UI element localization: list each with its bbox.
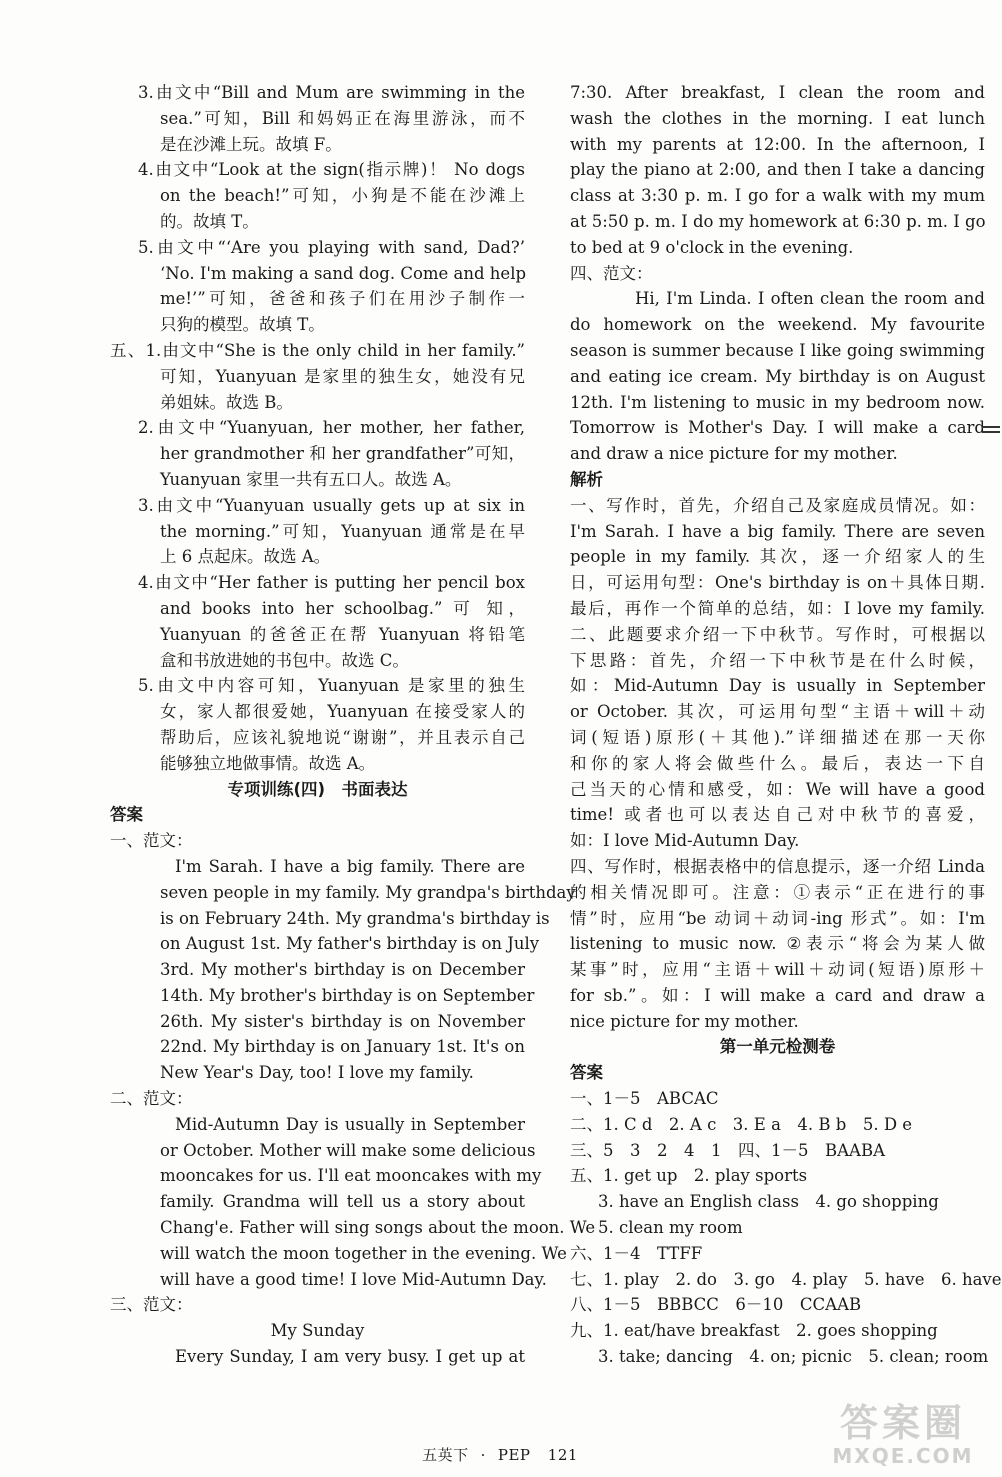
text-line: 7:30. After breakfast, I clean the room and xyxy=(570,83,985,102)
text-line: me!’”可知，爸爸和孩子们在用沙子制作一 xyxy=(160,289,525,309)
text-line: listening to music now. ②表示“将会为某人做 xyxy=(570,934,985,954)
text-line: 5. clean my room xyxy=(598,1218,743,1238)
text-line: I'm Sarah. I have a big family. There are seven xyxy=(570,521,985,541)
text-line: time! 或者也可以表达自己对中秋节的喜爱， xyxy=(570,805,985,825)
text-line: 三、范文： xyxy=(110,1295,193,1315)
text-line: 最后，再作一个简单的总结，如：I love my family. xyxy=(570,598,985,618)
footer-edition: PEP xyxy=(497,1446,531,1464)
text-line: 词(短语)原形(＋其他).”详细描述在那一天你 xyxy=(570,727,985,747)
text-line: 4.由文中“Her father is putting her pencil box xyxy=(138,573,525,593)
text-line: 盒和书放进她的书包中。故选 C。 xyxy=(160,650,409,670)
text-line: 六、1－4 TTFF xyxy=(570,1243,703,1263)
text-line: 四、范文： xyxy=(570,263,653,283)
text-line: and draw a nice picture for my mother. xyxy=(570,444,898,464)
right-column xyxy=(570,80,1002,1370)
text-line: 5.由文中“‘Are you playing with sand, Dad?’ xyxy=(138,237,525,257)
text-line: will have a good time! I love Mid-Autumn Day. xyxy=(160,1269,547,1289)
text-line: seven people in my family. My grandpa's birthday xyxy=(160,882,576,902)
text-line: 14th. My brother's birthday is on September xyxy=(160,985,535,1005)
text-line: 2.由文中“Yuanyuan, her mother, her father, xyxy=(138,418,525,438)
text-line: 日，可运用句型：One's birthday is on＋具体日期. xyxy=(570,573,985,593)
text-line: at 5:50 p. m. I do my homework at 6:30 p. m. I go xyxy=(570,211,986,231)
text-line: is on February 24th. My grandma's birthday is xyxy=(160,908,550,928)
text-line: her grandmother 和 her grandfather”可知， xyxy=(160,444,525,464)
page-number: 121 xyxy=(547,1446,578,1464)
text-line: 可知，Yuanyuan 是家里的独生女，她没有兄 xyxy=(160,366,525,386)
text-line: 下思路：首先，介绍一下中秋节是在什么时候， xyxy=(570,650,985,670)
text-line: 3rd. My mother's birthday is on December xyxy=(160,960,525,980)
text-line: 解析 xyxy=(570,469,603,489)
text-line: 八、1－5 BBBCC 6－10 CCAAB xyxy=(570,1295,862,1315)
text-line: 22nd. My birthday is on January 1st. It's on xyxy=(160,1037,525,1057)
text-line: My Sunday xyxy=(270,1321,365,1341)
text-line: to bed at 9 o'clock in the evening. xyxy=(570,237,854,257)
text-line: 26th. My sister's birthday is on November xyxy=(160,1011,525,1031)
text-line: 四、写作时，根据表格中的信息提示，逐一介绍 Linda xyxy=(570,856,985,876)
text-line: and eating ice cream. My birthday is on August xyxy=(570,366,985,386)
text-line: or October. 其次，可运用句型“主语＋will＋动 xyxy=(570,702,985,722)
text-line: 3. have an English class 4. go shopping xyxy=(598,1192,939,1212)
footer-dot: · xyxy=(480,1446,486,1464)
text-line: 是在沙滩上玩。故填 F。 xyxy=(160,134,342,154)
text-line: Mid-Autumn Day is usually in September xyxy=(175,1114,525,1134)
text-line: Yuanyuan 家里一共有五口人。故选 A。 xyxy=(160,469,462,489)
text-line: 某事”时，应用“主语＋will＋动词(短语)原形＋ xyxy=(570,960,985,980)
edge-mark xyxy=(982,426,1000,433)
text-line: ‘No. I'm making a sand dog. Come and help xyxy=(160,263,527,283)
text-line: 情”时，应用“be 动词＋动词-ing 形式”。如：I'm xyxy=(570,908,985,928)
text-line: 二、此题要求介绍一下中秋节。写作时，可根据以 xyxy=(570,624,985,644)
text-line: the morning.”可知，Yuanyuan 通常是在早 xyxy=(160,521,525,541)
watermark-text: 答案圈 xyxy=(839,1401,966,1445)
text-line: 一、1－5 ABCAC xyxy=(570,1089,719,1109)
text-line: 上 6 点起床。故选 A。 xyxy=(160,547,331,567)
text-line: 九、1. eat/have breakfast 2. goes shopping xyxy=(570,1321,938,1341)
text-line: 4.由文中“Look at the sign(指示牌)！ No dogs xyxy=(138,160,525,180)
text-line: Hi, I'm Linda. I often clean the room and xyxy=(635,289,985,309)
text-line: wash the clothes in the morning. I eat lunch xyxy=(570,108,985,128)
text-line: will watch the moon together in the evening. We xyxy=(160,1243,567,1263)
text-line: Yuanyuan 的爸爸正在帮 Yuanyuan 将铅笔 xyxy=(160,624,525,644)
text-line: 一、范文： xyxy=(110,831,193,851)
text-line: with my parents at 12:00. In the afternoon, I xyxy=(570,134,985,154)
text-line: 答案 xyxy=(110,805,143,825)
footer-book: 五英下 xyxy=(422,1446,469,1464)
text-line: on August 1st. My father's birthday is on July xyxy=(160,934,540,954)
text-line: 的相关情况即可。注意：①表示“正在进行的事 xyxy=(570,882,985,902)
text-line: do homework on the weekend. My favourite xyxy=(570,315,985,335)
text-line: 帮助后，应该礼貌地说“谢谢”，并且表示自己 xyxy=(160,727,525,747)
text-line: Chang'e. Father will sing songs about the moon. We xyxy=(160,1218,596,1238)
text-line: 能够独立地做事情。故选 A。 xyxy=(160,753,376,773)
text-line: 3. take; dancing 4. on; picnic 5. clean; room xyxy=(598,1347,989,1367)
text-line: 二、范文： xyxy=(110,1089,193,1109)
text-line: 己当天的心情和感受，如：We will have a good xyxy=(570,779,985,799)
text-line: 的。故填 T。 xyxy=(160,211,259,231)
text-line: 如：Mid-Autumn Day is usually in September xyxy=(570,676,985,696)
text-line: mooncakes for us. I'll eat mooncakes with my xyxy=(160,1166,542,1186)
text-line: sea.”可知，Bill 和妈妈正在海里游泳，而不 xyxy=(160,108,525,128)
text-line: 3.由文中“Bill and Mum are swimming in the xyxy=(138,83,525,102)
text-line: 3.由文中“Yuanyuan usually gets up at six in xyxy=(138,495,525,515)
text-line: people in my family. 其次，逐一介绍家人的生 xyxy=(570,547,985,567)
text-line: 五、1. get up 2. play sports xyxy=(570,1166,808,1186)
text-line: 第一单元检测卷 xyxy=(719,1037,836,1057)
text-line: on the beach!”可知，小狗是不能在沙滩上 xyxy=(160,186,525,206)
text-line: 答案 xyxy=(570,1063,603,1083)
text-line: 二、1. C d 2. A c 3. E a 4. B b 5. D e xyxy=(570,1114,913,1134)
text-line: 三、5 3 2 4 1 四、1－5 BAABA xyxy=(570,1140,885,1160)
text-line: family. Grandma will tell us a story about xyxy=(160,1192,525,1212)
text-line: nice picture for my mother. xyxy=(570,1011,799,1031)
text-line: for sb.”。如：I will make a card and draw a xyxy=(570,985,985,1005)
text-line: and books into her schoolbag.” 可 知， xyxy=(160,598,525,618)
text-line: Every Sunday, I am very busy. I get up at xyxy=(175,1347,525,1367)
text-line: 女，家人都很爱她，Yuanyuan 在接受家人的 xyxy=(160,702,525,722)
text-line: 12th. I'm listening to music in my bedroom now. xyxy=(570,392,985,412)
text-line: Tomorrow is Mother's Day. I will make a card xyxy=(570,418,985,438)
text-line: season is summer because I like going swimming xyxy=(570,340,985,360)
watermark-url: MXQE.COM xyxy=(832,1444,974,1468)
text-line: 5.由文中内容可知，Yuanyuan 是家里的独生 xyxy=(138,676,525,696)
text-line: I'm Sarah. I have a big family. There are xyxy=(175,856,525,876)
text-line: 一、写作时，首先，介绍自己及家庭成员情况。如： xyxy=(570,495,985,515)
text-line: New Year's Day, too! I love my family. xyxy=(160,1063,474,1083)
text-line: 五、1.由文中“She is the only child in her family.” xyxy=(110,340,525,360)
text-line: class at 3:30 p. m. I go for a walk with my mum xyxy=(570,186,985,206)
text-line: 和你的家人将会做些什么。最后，表达一下自 xyxy=(570,753,985,773)
text-line: play the piano at 2:00, and then I take a dancing xyxy=(570,160,985,180)
text-line: or October. Mother will make some delicious xyxy=(160,1140,536,1160)
text-line: 如：I love Mid-Autumn Day. xyxy=(570,831,800,851)
text-line: 七、1. play 2. do 3. go 4. play 5. have 6. have xyxy=(570,1269,1002,1289)
text-line: 弟姐妹。故选 B。 xyxy=(160,392,293,412)
text-line: 专项训练(四) 书面表达 xyxy=(227,779,408,799)
watermark-logo xyxy=(818,1392,988,1472)
text-line: 只狗的模型。故填 T。 xyxy=(160,315,325,335)
